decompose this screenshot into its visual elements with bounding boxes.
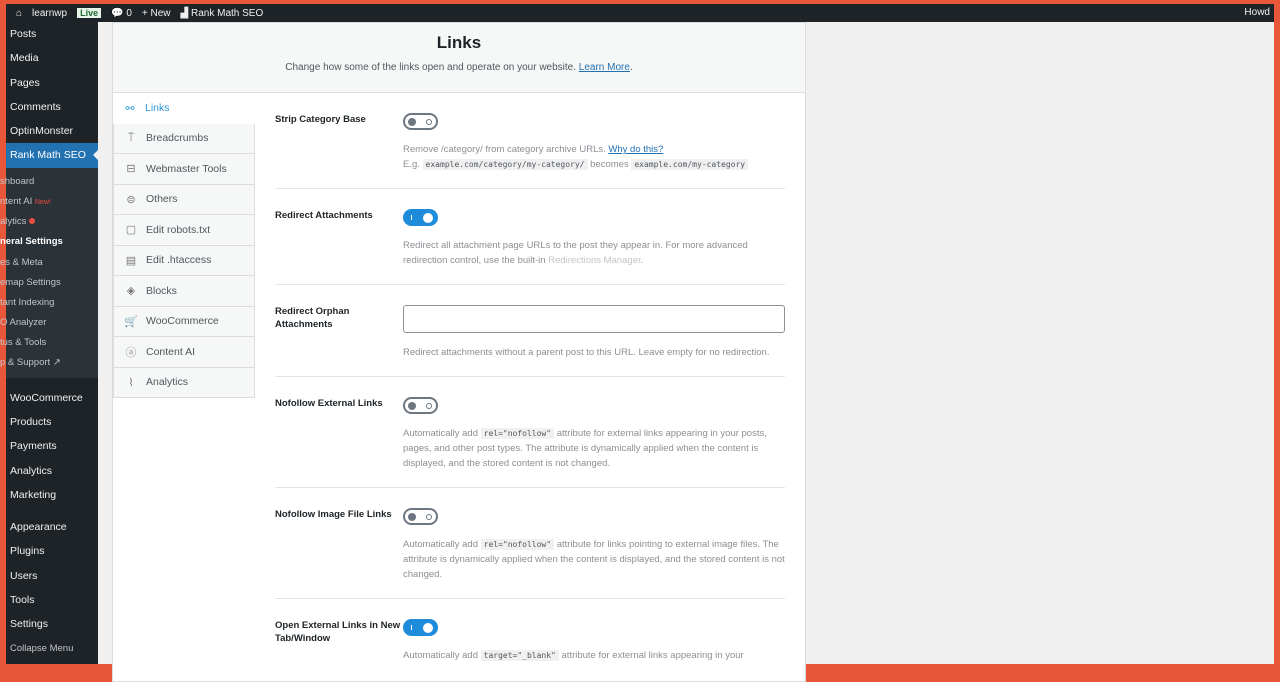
tab-analytics[interactable] xyxy=(113,368,255,399)
page-title: Links xyxy=(436,33,482,52)
cart-icon: 🛒 xyxy=(124,315,138,328)
tab-edit-robots-txt[interactable] xyxy=(113,215,255,246)
why-do-this-link[interactable]: Why do this? xyxy=(608,144,664,155)
menu-rank-math[interactable]: Rank Math SEO xyxy=(6,143,98,167)
list-circle-icon: ⊜ xyxy=(126,193,136,206)
file-icon: ▢ xyxy=(125,224,137,237)
blocks-icon: ◈ xyxy=(126,285,136,298)
tab-edit-htaccess[interactable] xyxy=(113,246,255,277)
menu-plugins[interactable]: Plugins xyxy=(10,545,45,558)
redirections-manager-link[interactable]: Redirections Manager xyxy=(548,255,641,266)
submenu-dashboard[interactable]: shboard xyxy=(0,175,35,187)
setting-description: Redirect attachments without a parent post to this URL. Leave empty for no redirection. xyxy=(403,347,770,358)
plugin-label: Rank Math SEO xyxy=(191,7,264,19)
comment-icon: 💬 xyxy=(111,7,124,19)
code-example: example.com/category/my-category/ xyxy=(423,159,588,170)
tab-label: Links xyxy=(145,102,170,115)
setting-label: Open External Links in New Tab/Window xyxy=(275,620,401,644)
submenu-help[interactable] xyxy=(0,353,98,373)
menu-comments[interactable]: Comments xyxy=(10,100,61,113)
code-example: target="_blank" xyxy=(481,650,559,661)
desc-text: Remove /category/ from category archive URLs. xyxy=(403,144,606,155)
chart-icon: ⌇ xyxy=(128,376,134,389)
menu-optinmonster[interactable]: OptinMonster xyxy=(10,125,74,138)
screen xyxy=(0,4,1274,664)
setting-label: Redirect Orphan Attachments xyxy=(275,306,350,330)
tab-content-ai[interactable] xyxy=(113,337,255,368)
tab-links[interactable] xyxy=(113,93,255,124)
new-badge: New! xyxy=(34,198,51,206)
admin-sidebar xyxy=(0,22,98,664)
live-badge: Live xyxy=(77,8,101,18)
setting-description xyxy=(403,142,785,172)
tab-webmaster-tools[interactable] xyxy=(113,154,255,185)
settings-tabs xyxy=(113,93,255,398)
rank-math-submenu xyxy=(0,168,98,378)
redirect-attachments-toggle[interactable] xyxy=(403,209,438,226)
open-new-tab-toggle[interactable] xyxy=(403,619,438,636)
comments-link[interactable] xyxy=(111,8,132,19)
submenu-status-tools[interactable]: tus & Tools xyxy=(0,337,47,349)
becomes: becomes xyxy=(590,159,629,170)
panel-header xyxy=(113,23,805,93)
setting-label: Strip Category Base xyxy=(275,114,366,125)
label: p & Support xyxy=(0,357,51,369)
tab-blocks[interactable] xyxy=(113,276,255,307)
tab-others[interactable] xyxy=(113,185,255,216)
setting-description xyxy=(403,648,785,663)
toolbox-icon: ⊟ xyxy=(126,163,136,176)
signpost-icon: ⍑ xyxy=(127,131,135,144)
menu-pages[interactable]: Pages xyxy=(10,76,40,89)
menu-payments[interactable]: Payments xyxy=(10,440,57,453)
submenu-sitemap[interactable]: emap Settings xyxy=(0,276,61,288)
menu-posts[interactable]: Posts xyxy=(10,28,37,40)
tab-label: Webmaster Tools xyxy=(146,162,227,175)
menu-users[interactable]: Users xyxy=(10,569,38,582)
eg: E.g. xyxy=(403,159,420,170)
new-label: New xyxy=(150,7,171,19)
submenu-general-settings[interactable]: neral Settings xyxy=(0,236,63,248)
tab-woocommerce[interactable] xyxy=(113,307,255,338)
new-link[interactable]: + New xyxy=(141,7,171,19)
menu-appearance[interactable]: Appearance xyxy=(10,521,67,534)
submenu-content-ai[interactable] xyxy=(0,192,98,212)
desc-pre: Automatically add xyxy=(403,428,478,439)
menu-analytics[interactable]: Analytics xyxy=(10,464,53,477)
code-example: rel="nofollow" xyxy=(481,428,554,439)
submenu-seo-analyzer[interactable]: O Analyzer xyxy=(0,317,47,329)
home-icon[interactable]: ⌂ xyxy=(16,7,23,19)
desc-text: Redirect all attachment page URLs to the post they appear in. For more advanced redirection control, use the built-in xyxy=(403,240,748,266)
menu-products[interactable]: Products xyxy=(10,415,52,428)
tab-label: Others xyxy=(146,193,178,206)
setting-strip-category-base xyxy=(275,93,785,189)
nofollow-image-toggle[interactable] xyxy=(403,508,438,525)
submenu-instant-indexing[interactable]: tant Indexing xyxy=(0,296,55,308)
link-icon: ⚯ xyxy=(125,102,135,115)
menu-marketing[interactable]: Marketing xyxy=(10,488,57,501)
nofollow-external-toggle[interactable] xyxy=(403,397,438,414)
setting-redirect-orphan xyxy=(275,285,785,377)
tab-label: Blocks xyxy=(146,284,177,297)
setting-label: Redirect Attachments xyxy=(275,210,373,221)
submenu-titles-meta[interactable]: es & Meta xyxy=(0,256,43,268)
howdy-user[interactable]: Howd xyxy=(1244,7,1270,18)
tab-label: Analytics xyxy=(146,376,189,389)
settings-panel xyxy=(112,22,806,682)
settings-main xyxy=(255,93,805,679)
setting-label: Nofollow Image File Links xyxy=(275,509,392,520)
subtitle-text: Change how some of the links open and operate on your website. xyxy=(285,62,577,73)
collapse-menu[interactable]: Collapse Menu xyxy=(10,642,74,654)
tab-label: Breadcrumbs xyxy=(146,132,209,145)
desc-text: attribute for external links appearing in your xyxy=(561,650,744,661)
desc-text: attribute for links pointing to external image files. The attribute is dynamically applied when the content is displayed, and the stored content is not changed. xyxy=(403,539,785,580)
label: ntent AI xyxy=(0,195,33,207)
period: . xyxy=(629,62,633,73)
desc-text: attribute for external links appearing in your posts, pages, and other post types. The attribute is dynamically applied when the content is displayed, and the stored content is not changed. xyxy=(403,428,767,469)
menu-settings[interactable]: Settings xyxy=(10,618,48,631)
tab-label: Content AI xyxy=(146,345,196,358)
setting-label: Nofollow External Links xyxy=(275,398,383,409)
tab-label: Edit .htaccess xyxy=(146,254,212,267)
file-text-icon: ▤ xyxy=(125,254,137,267)
learn-more-link[interactable]: Learn More xyxy=(578,62,630,73)
page-subtitle xyxy=(113,62,805,73)
setting-description xyxy=(403,426,785,471)
setting-redirect-attachments xyxy=(275,189,785,285)
setting-nofollow-external xyxy=(275,377,785,488)
tab-label: Edit robots.txt xyxy=(146,223,211,236)
orphan-redirect-input[interactable] xyxy=(403,305,785,333)
menu-tools[interactable]: Tools xyxy=(10,594,35,607)
strip-category-toggle[interactable] xyxy=(403,113,438,130)
external-link-icon: ↗ xyxy=(52,357,61,369)
submenu-analytics[interactable] xyxy=(0,212,98,232)
menu-woocommerce[interactable]: WooCommerce xyxy=(10,391,83,404)
desc-pre: Automatically add xyxy=(403,650,478,661)
comment-count: 0 xyxy=(126,7,132,19)
period: . xyxy=(640,255,644,266)
site-name[interactable]: learnwp xyxy=(32,7,68,19)
setting-nofollow-image xyxy=(275,488,785,599)
rank-math-link[interactable]: ▟ Rank Math SEO xyxy=(180,7,264,19)
ai-icon: ⓐ xyxy=(125,346,137,359)
label: alytics xyxy=(0,216,27,228)
menu-media[interactable]: Media xyxy=(10,52,39,65)
setting-description xyxy=(403,537,785,582)
alert-dot xyxy=(29,218,35,224)
tab-label: WooCommerce xyxy=(146,315,219,328)
setting-description xyxy=(403,238,785,268)
code-example: example.com/my-category xyxy=(631,159,748,170)
setting-open-new-tab xyxy=(275,599,785,679)
code-example: rel="nofollow" xyxy=(481,539,554,550)
desc-pre: Automatically add xyxy=(403,539,478,550)
admin-bar xyxy=(6,4,1274,22)
tab-breadcrumbs[interactable] xyxy=(113,124,255,155)
